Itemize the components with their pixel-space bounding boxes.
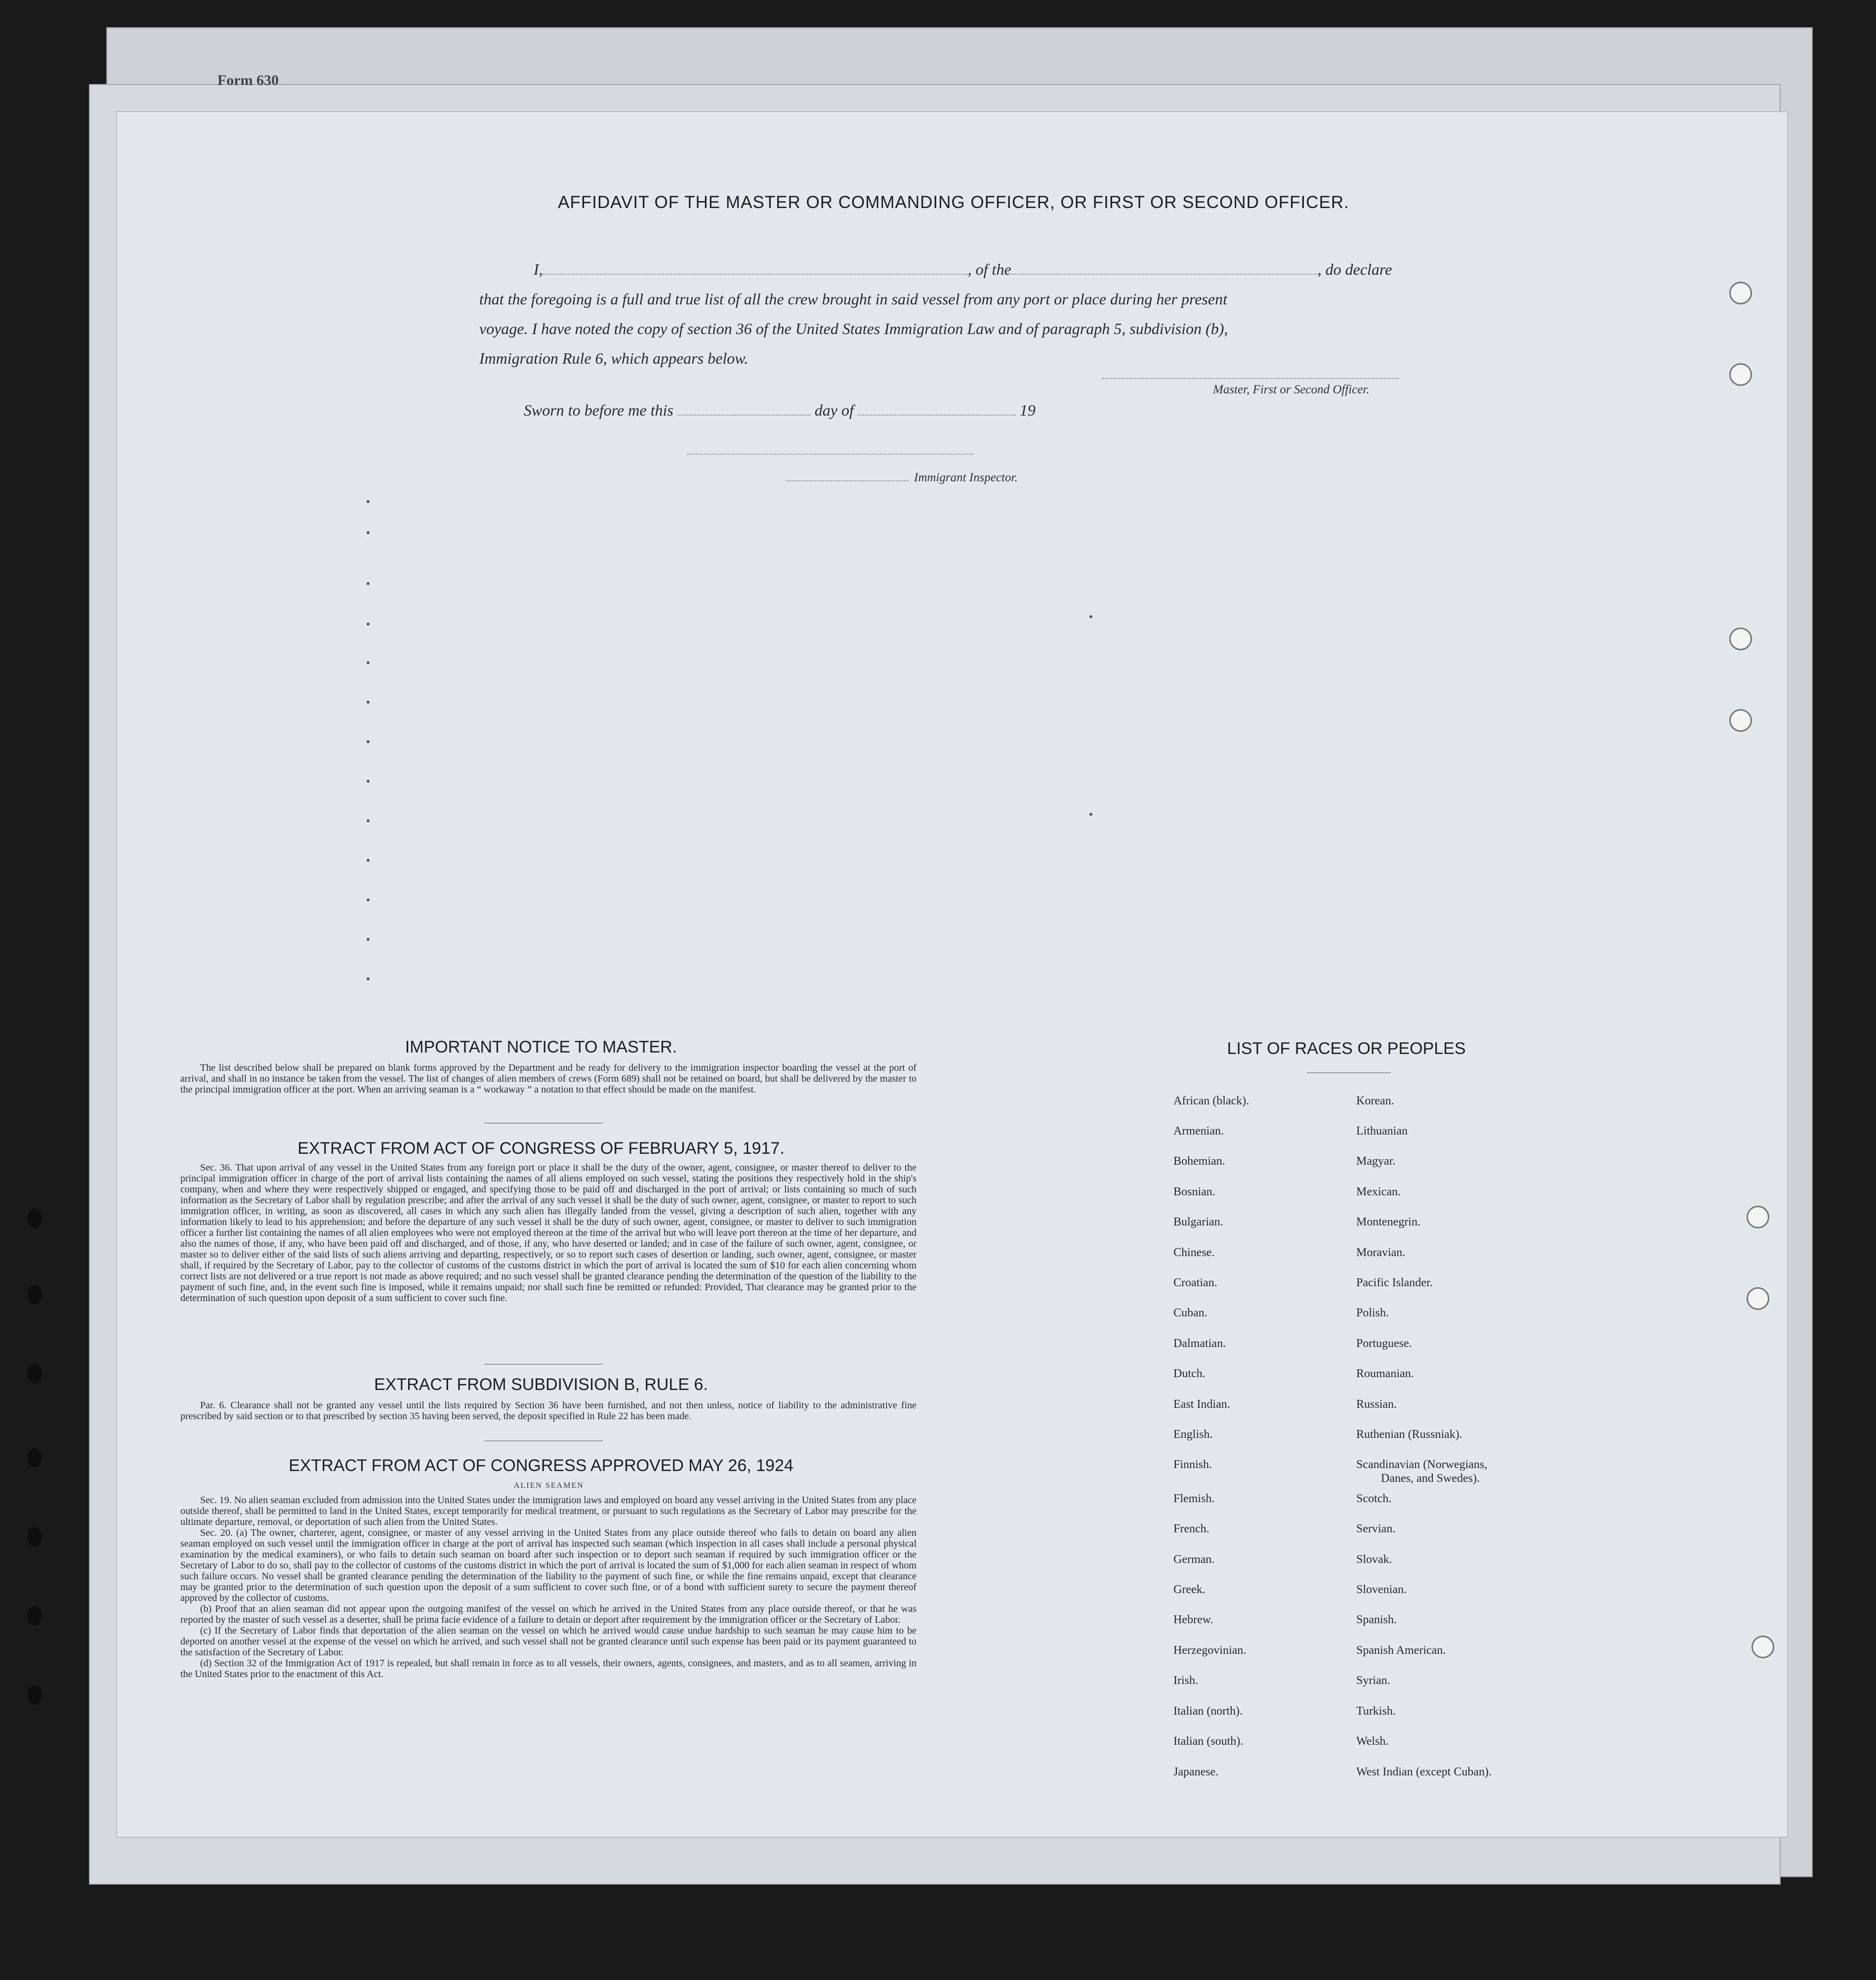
race-item: Bohemian. (1173, 1155, 1225, 1168)
race-item: Japanese. (1173, 1766, 1219, 1778)
dot-mark (367, 500, 370, 503)
race-item: Ruthenian (Russniak). (1356, 1428, 1462, 1441)
race-item: French. (1173, 1522, 1209, 1535)
race-item: Roumanian. (1356, 1367, 1414, 1380)
divider (484, 1123, 603, 1124)
race-item: Chinese. (1173, 1246, 1215, 1259)
race-item: Cuban. (1173, 1306, 1208, 1319)
binding-hole (27, 1685, 42, 1705)
alien-seamen-subtitle: ALIEN SEAMEN (514, 1481, 584, 1490)
race-item: Dalmatian. (1173, 1337, 1226, 1350)
inspector-signature-line-2 (786, 480, 909, 481)
race-item: Welsh. (1356, 1735, 1389, 1748)
race-item: Moravian. (1356, 1246, 1406, 1259)
dot-mark (367, 623, 370, 626)
race-item: Korean. (1356, 1095, 1394, 1107)
section-20c-paragraph: (c) If the Secretary of Labor finds that deportation of the alien seaman on the vessel on which he arrived would cause undue hardship to such seaman he may cause him to be deported on another vessel at the expense of the vessel on which he arrived, and such vessel shall not be granted clearance until such expense has been paid or its payment guaranteed to the satisfaction of the Secretary of Labor. (180, 1625, 917, 1658)
punch-hole (1747, 1287, 1769, 1310)
dot-mark (367, 701, 370, 704)
race-item: Lithuanian (1356, 1125, 1408, 1137)
race-item: Pacific Islander. (1356, 1276, 1433, 1289)
race-item: African (black). (1173, 1095, 1250, 1107)
race-item: Herzegovinian. (1173, 1644, 1247, 1657)
binding-hole (27, 1285, 42, 1305)
binding-hole (27, 1527, 42, 1547)
important-notice-text (180, 1062, 917, 1095)
section-20d-paragraph: (d) Section 32 of the Immigration Act of 1917 is repealed, but shall remain in force as to all vessels, their owners, agents, consignees, and masters, and as to all seamen, arriving in the United States prior to the enactment of this Act. (180, 1658, 917, 1680)
race-item: Polish. (1356, 1306, 1389, 1319)
binding-hole (27, 1606, 42, 1626)
section-20a-paragraph: Sec. 20. (a) The owner, charterer, agent, consignee, or master of any vessel arriving in the United States from any place outside thereof who fails to detain on board any alien seaman employed on such vessel until the immigration officer in charge at the port of arrival has inspected such seaman (which inspection in all cases shall include a personal physical examination by the medical examiners), or who fails to detain such seaman on board after such inspection or to deport such seaman if required by such immigration officer or the Secretary of Labor to do so, shall pay to the collector of customs of the customs district in which the port of arrival is located the sum of $1,000 for each alien seaman in respect of whom such failure occurs. No vessel shall be granted clearance pending the determination of the liability to the payment of such fine, or while the fine remains unpaid, except that clearance may be granted prior to the determination of such question upon the deposit of a sum sufficient to cover such fine, or of a bond with sufficient surety to secure the payment thereof approved by the collector of customs. (180, 1527, 917, 1603)
affidavit-line2: that the foregoing is a full and true list of all the crew brought in said vessel from any port or place during her present (479, 290, 1227, 308)
race-item: Italian (north). (1173, 1705, 1243, 1718)
name-blank (543, 264, 968, 275)
race-item: Bulgarian. (1173, 1216, 1223, 1228)
race-item: Turkish. (1356, 1705, 1396, 1718)
punch-hole (1729, 363, 1752, 386)
binding-hole (27, 1208, 42, 1228)
extract-1924-text (180, 1495, 917, 1680)
race-item: Syrian. (1356, 1674, 1390, 1687)
race-item: Italian (south). (1173, 1735, 1244, 1748)
vessel-blank (1011, 264, 1318, 275)
race-item: Danes, and Swedes). (1381, 1472, 1480, 1485)
binding-hole (27, 1448, 42, 1468)
race-item: Magyar. (1356, 1155, 1396, 1168)
master-signature-label: Master, First or Second Officer. (1213, 383, 1370, 396)
race-item: Russian. (1356, 1398, 1397, 1411)
race-item: Greek. (1173, 1583, 1206, 1596)
punch-hole (1751, 1636, 1774, 1658)
sworn-month-blank (858, 405, 1016, 416)
affidavit-line1-end: , do declare (1317, 260, 1392, 278)
race-item: Montenegrin. (1356, 1216, 1420, 1228)
race-item: Flemish. (1173, 1492, 1215, 1505)
dot-mark (367, 582, 370, 585)
master-signature-line (1102, 378, 1398, 379)
inspector-signature-line-1 (687, 454, 973, 455)
sworn-year: 19 (1019, 401, 1036, 419)
race-item: Spanish American. (1356, 1644, 1446, 1657)
race-item: Slovak. (1356, 1553, 1392, 1566)
dot-mark (367, 531, 370, 534)
important-notice-paragraph: The list described below shall be prepared on blank forms approved by the Department and be ready for delivery to the immigration inspector boarding the vessel at the port of arrival, and shall in no instance be taken from the vessel. The list of changes of alien members of crews (Form 689) shall not be retained on board, but shall be delivered by the master to the principal immigration officer at the port. When an arriving seaman is a “ workaway ” a notation to that effect should be made on the manifest. (180, 1062, 917, 1095)
dot-mark (367, 819, 370, 822)
affidavit-line1-start: I, (534, 260, 543, 278)
dot-mark (367, 938, 370, 941)
races-title: LIST OF RACES OR PEOPLES (1227, 1039, 1466, 1058)
dot-mark (1089, 615, 1092, 618)
divider (484, 1364, 603, 1365)
sworn-statement (524, 401, 1036, 420)
affidavit-title: AFFIDAVIT OF THE MASTER OR COMMANDING OFFICER, OR FIRST OR SECOND OFFICER. (558, 193, 1349, 212)
inspector-signature-label: Immigrant Inspector. (914, 471, 1018, 484)
sworn-day-of: day of (814, 401, 854, 419)
affidavit-text (479, 254, 1428, 373)
race-item: Scotch. (1356, 1492, 1392, 1505)
form-number: Form 630 (217, 72, 279, 88)
dot-mark (367, 740, 370, 743)
race-item: Croatian. (1173, 1276, 1217, 1289)
race-item: Scandinavian (Norwegians, (1356, 1458, 1488, 1471)
race-item: Finnish. (1173, 1458, 1212, 1471)
race-item: Mexican. (1356, 1185, 1401, 1198)
extract-1917-text (180, 1162, 917, 1304)
punch-hole (1747, 1206, 1769, 1228)
race-item: Servian. (1356, 1522, 1396, 1535)
extract-1924-title: EXTRACT FROM ACT OF CONGRESS APPROVED MAY 26, 1924 (289, 1456, 793, 1475)
punch-hole (1729, 709, 1752, 732)
race-item: Spanish. (1356, 1613, 1397, 1626)
punch-hole (1729, 282, 1752, 304)
binding-hole (27, 1364, 42, 1384)
extract-1917-title: EXTRACT FROM ACT OF CONGRESS OF FEBRUARY 5, 1917. (297, 1139, 785, 1158)
sworn-day-blank (677, 405, 811, 416)
affidavit-line1-mid: , of the (967, 260, 1011, 278)
punch-hole (1729, 628, 1752, 650)
divider (484, 1440, 603, 1441)
section-20b-paragraph: (b) Proof that an alien seaman did not appear upon the outgoing manifest of the vessel on which he arrived in the United States from any place outside thereof, or that he was reported by the master of such vessel as a deserter, shall be prima facie evidence of a failure to detain or deport after requirement by the immigration officer or the Secretary of Labor. (180, 1603, 917, 1625)
section-19-paragraph: Sec. 19. No alien seaman excluded from admission into the United States under the immigration laws and employed on board any vessel arriving in the United States from any place outside thereof, shall be permitted to land in the United States, except temporarily for medical treatment, or pursuant to such regulations as the Secretary of Labor may prescribe for the ultimate departure, removal, or deportation of such alien from the United States. (180, 1495, 917, 1527)
race-item: German. (1173, 1553, 1215, 1566)
dot-mark (367, 859, 370, 862)
sworn-text: Sworn to before me this (524, 401, 673, 419)
race-item: English. (1173, 1428, 1213, 1441)
race-item: Armenian. (1173, 1125, 1224, 1137)
divider (1307, 1072, 1391, 1073)
extract-rule6-title: EXTRACT FROM SUBDIVISION B, RULE 6. (374, 1375, 708, 1394)
affidavit-line4: Immigration Rule 6, which appears below. (479, 349, 749, 367)
dot-mark (367, 977, 370, 980)
section-36-paragraph: Sec. 36. That upon arrival of any vessel in the United States from any foreign port or place it shall be the duty of the owner, agent, consignee, or master thereof to deliver to the principal immigration officer in charge of the port of arrival lists containing the names of all aliens employed on such vessel, stating the positions they respectively hold in the ship's company, when and where they were respectively shipped or engaged, and specifying those to be paid off and discharged in the port of arrival; or lists containing so much of such information as the Secretary of Labor shall by regulation prescribe; and after the arrival of any such vessel it shall be the duty of such owner, agent, consignee, or master to report to such immigration officer, in writing, as soon as discovered, all cases in which any such alien has illegally landed from the vessel, giving a description of such alien, together with any information likely to lead to his apprehension; and before the departure of any such vessel it shall be the duty of such owner, agent, consignee, or master to deliver to such immigration officer a further list containing the names of all alien employees who were not employed thereon at the time of the arrival but who will leave port thereon at the time of her departure, and also the names of those, if any, who have been paid off and discharged, and of those, if any, who have deserted or landed; and in case of the failure of such owner, agent, consignee, or master so to deliver either of the said lists of such aliens arriving and departing, respectively, or so to report such cases of desertion or landing, such owner, agent, consignee, or master shall, if required by the Secretary of Labor, pay to the collector of customs of the customs district in which the port of arrival is located the sum of $10 for each alien concerning whom correct lists are not delivered or a true report is not made as above required; and no such vessel shall be granted clearance pending the determination of the question of the liability to the payment of such fine, and, in the event such fine is imposed, while it remains unpaid; nor shall such fine be remitted or refunded: Provided, That clearance may be granted prior to the determination of such question upon deposit of a sum sufficient to cover such fine. (180, 1162, 917, 1304)
race-item: East Indian. (1173, 1398, 1230, 1411)
important-notice-title: IMPORTANT NOTICE TO MASTER. (405, 1038, 677, 1056)
race-item: West Indian (except Cuban). (1356, 1766, 1492, 1778)
affidavit-line3: voyage. I have noted the copy of section 36 of the United States Immigration Law and of paragraph 5, subdivision (b), (479, 320, 1228, 337)
dot-mark (367, 780, 370, 783)
rule6-paragraph: Par. 6. Clearance shall not be granted any vessel until the lists required by Section 36 have been furnished, and not then unless, notice of liability to the administrative fine prescribed by said section or to that prescribed by section 35 having been served, the deposit specified in Rule 22 has been made. (180, 1400, 917, 1422)
extract-rule6-text (180, 1400, 917, 1422)
dot-mark (367, 898, 370, 901)
race-item: Portuguese. (1356, 1337, 1412, 1350)
dot-mark (367, 661, 370, 664)
race-item: Slovenian. (1356, 1583, 1407, 1596)
race-item: Irish. (1173, 1674, 1198, 1687)
race-item: Dutch. (1173, 1367, 1206, 1380)
race-item: Hebrew. (1173, 1613, 1213, 1626)
dot-mark (1089, 813, 1092, 816)
race-item: Bosnian. (1173, 1185, 1215, 1198)
